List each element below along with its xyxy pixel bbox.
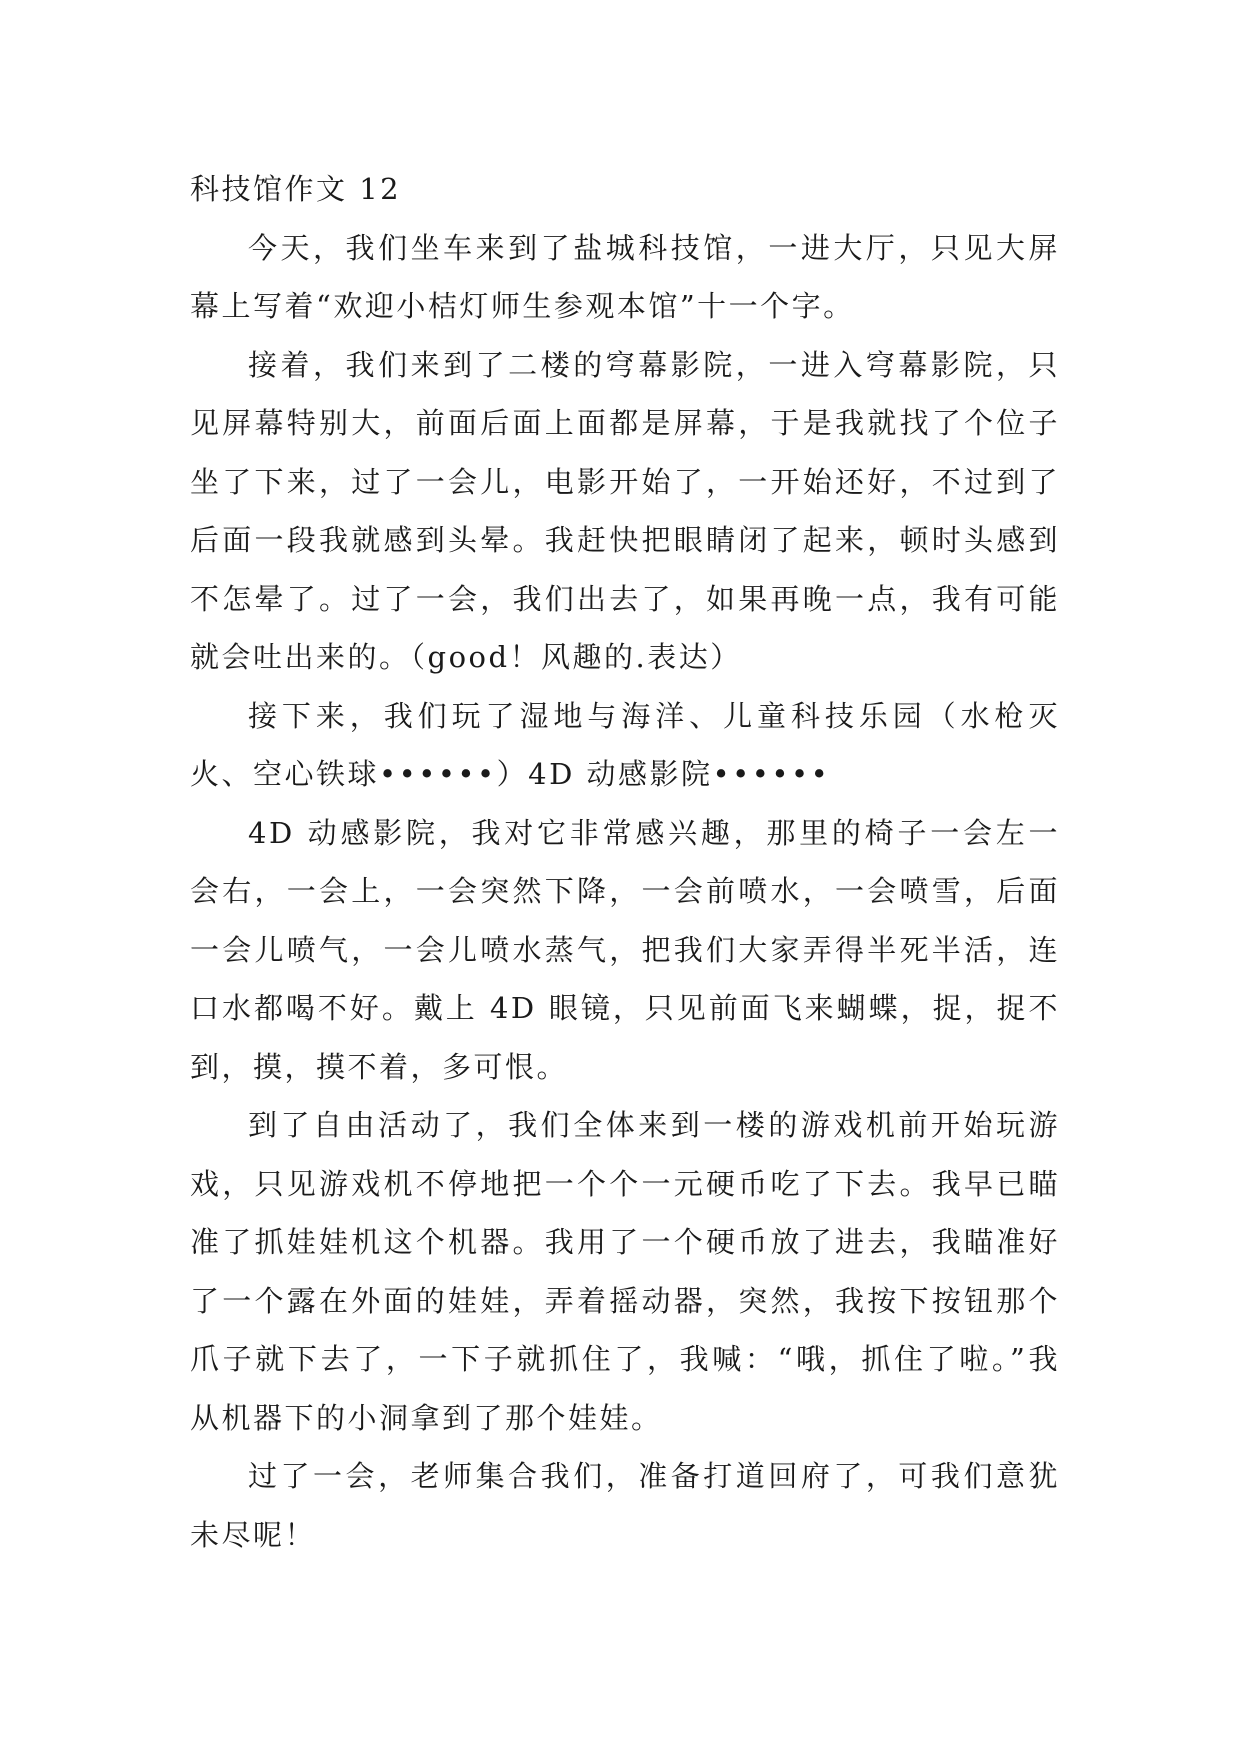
paragraph-2: 接着，我们来到了二楼的穹幕影院，一进入穹幕影院，只见屏幕特别大，前面后面上面都是屏幕，于是我就找了个位子坐了下来，过了一会儿，电影开始了，一开始还好，不过到了后面一段我就感到头晕。我赶快把眼睛闭了起来，顿时头感到不怎晕了。过了一会，我们出去了，如果再晚一点，我有可能就会吐出来的。（good！风趣的.表达）	[190, 347, 1060, 674]
paragraph-1: 今天，我们坐车来到了盐城科技馆，一进大厅，只见大屏幕上写着“欢迎小桔灯师生参观本馆”十一个字。	[190, 230, 1060, 323]
document-page	[190, 160, 1060, 1564]
paragraph-4: 4D 动感影院，我对它非常感兴趣，那里的椅子一会左一会右，一会上，一会突然下降，一会前喷水，一会喷雪，后面一会儿喷气，一会儿喷水蒸气，把我们大家弄得半死半活，连口水都喝不好。戴上 4D 眼镜，只见前面飞来蝴蝶，捉，捉不到，摸，摸不着，多可恨。	[190, 815, 1060, 1084]
paragraph-3: 接下来，我们玩了湿地与海洋、儿童科技乐园（水枪灭火、空心铁球••••••）4D 动感影院••••••	[190, 698, 1060, 791]
paragraph-5: 到了自由活动了，我们全体来到一楼的游戏机前开始玩游戏，只见游戏机不停地把一个个一元硬币吃了下去。我早已瞄准了抓娃娃机这个机器。我用了一个硬币放了进去，我瞄准好了一个露在外面的娃娃，弄着摇动器，突然，我按下按钮那个爪子就下去了，一下子就抓住了，我喊：“哦，抓住了啦。”我从机器下的小洞拿到了那个娃娃。	[190, 1108, 1060, 1435]
document-title: 科技馆作文 12	[190, 172, 402, 206]
paragraph-6: 过了一会，老师集合我们，准备打道回府了，可我们意犹未尽呢！	[190, 1459, 1060, 1552]
